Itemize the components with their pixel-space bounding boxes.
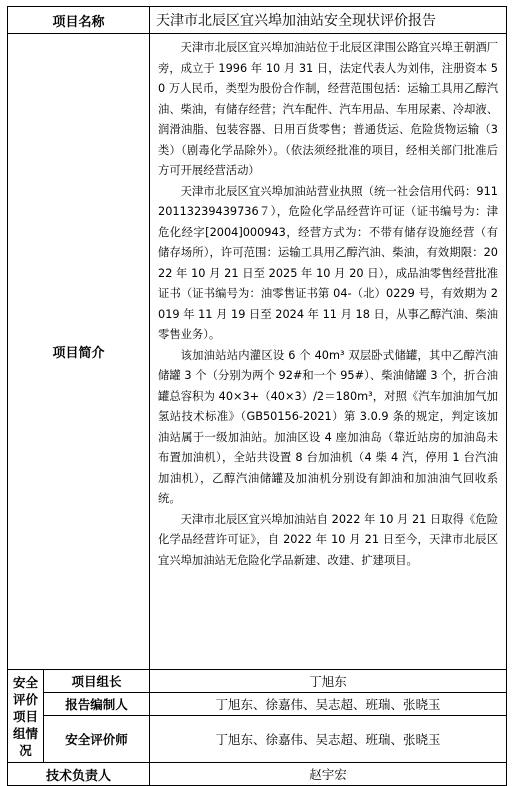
safety-evaluator-value: 丁旭东、徐嘉伟、吴志超、班瑞、张晓玉 — [150, 716, 507, 763]
project-name-row — [8, 7, 507, 34]
team-leader-value: 丁旭东 — [150, 670, 507, 693]
project-intro-label: 项目简介 — [8, 34, 150, 670]
tech-lead-label: 技术负责人 — [8, 763, 150, 786]
safety-evaluator-row — [8, 716, 507, 763]
project-name-value: 天津市北辰区宜兴埠加油站安全现状评价报告 — [150, 7, 507, 34]
team-leader-label: 项目组长 — [44, 670, 150, 693]
team-leader-row — [8, 670, 507, 693]
report-writer-value: 丁旭东、徐嘉伟、吴志超、班瑞、张晓玉 — [150, 693, 507, 716]
intro-paragraph-3: 该加油站站内灌区设 6 个 40m³ 双层卧式储罐，其中乙醇汽油储罐 3 个（分别为两个 92#和一个 95#）、柴油储罐 3 个，折合油罐总容积为 40×3+（40×3）/2＝180m³，对照《汽车加油加气加氢站技术标准》（GB50156-2021）第 3.0.9 条的规定，判定该加油站属于一级加油站。加油区设 4 座加油岛（靠近站房的加油岛未布置加油机），全站共设置 8 台加油机（4 柴 4 汽，停用 1 台汽油加油机），乙醇汽油储罐及加油机分别设有卸油和加油油气回收系统。 — [158, 348, 498, 505]
intro-paragraph-1: 天津市北辰区宜兴埠加油站位于北辰区津围公路宜兴埠王朝酒厂旁，成立于 1996 年 10 月 31 日，法定代表人为刘伟，注册资本 50 万人民币，类型为股份合作制，经营范围包括：运输工具用乙醇汽油、柴油，有储存经营；汽车配件、汽车用品、车用尿素、冷却液、润滑油脂、包装容器、日用百货零售；普通货运、危险货物运输（3 类）（剧毒化学品除外）。（依法须经批准的项目，经相关部门批准后方可开展经营活动） — [158, 41, 498, 177]
safety-evaluator-label: 安全评价师 — [44, 716, 150, 763]
intro-paragraph-2: 天津市北辰区宜兴埠加油站营业执照（统一社会信用代码：91120113239439736７），危险化学品经营许可证（证书编号为：津危化经字[2004]000943，经营方式为：不带有储存设施经营（有储存场所），许可范围：运输工具用乙醇汽油、柴油，有效期限：2022 年 10 月 21 日至 2025 年 10 月 20 日），成品油零售经营批准证书（证书编号为：油零售证书第 04-（北）0229 号，有效期为 2019 年 11 月 19 日至 2024 年 11 月 18 日，从事乙醇汽油、柴油零售业务）。 — [158, 184, 498, 341]
report-info-table — [7, 6, 507, 786]
tech-lead-value: 赵宇宏 — [150, 763, 507, 786]
report-writer-label: 报告编制人 — [44, 693, 150, 716]
project-intro-content — [150, 34, 507, 670]
tech-lead-row — [8, 763, 507, 786]
project-intro-row — [8, 34, 507, 670]
team-side-label: 安全评价项目组情况 — [8, 670, 44, 763]
report-writer-row — [8, 693, 507, 716]
intro-paragraph-4: 天津市北辰区宜兴埠加油站自 2022 年 10 月 21 日取得《危险化学品经营许可证》，自 2022 年 10 月 21 日至今，天津市北辰区宜兴埠加油站无危险化学品新建、改建、扩建项目。 — [158, 512, 498, 567]
project-name-label: 项目名称 — [8, 7, 150, 34]
